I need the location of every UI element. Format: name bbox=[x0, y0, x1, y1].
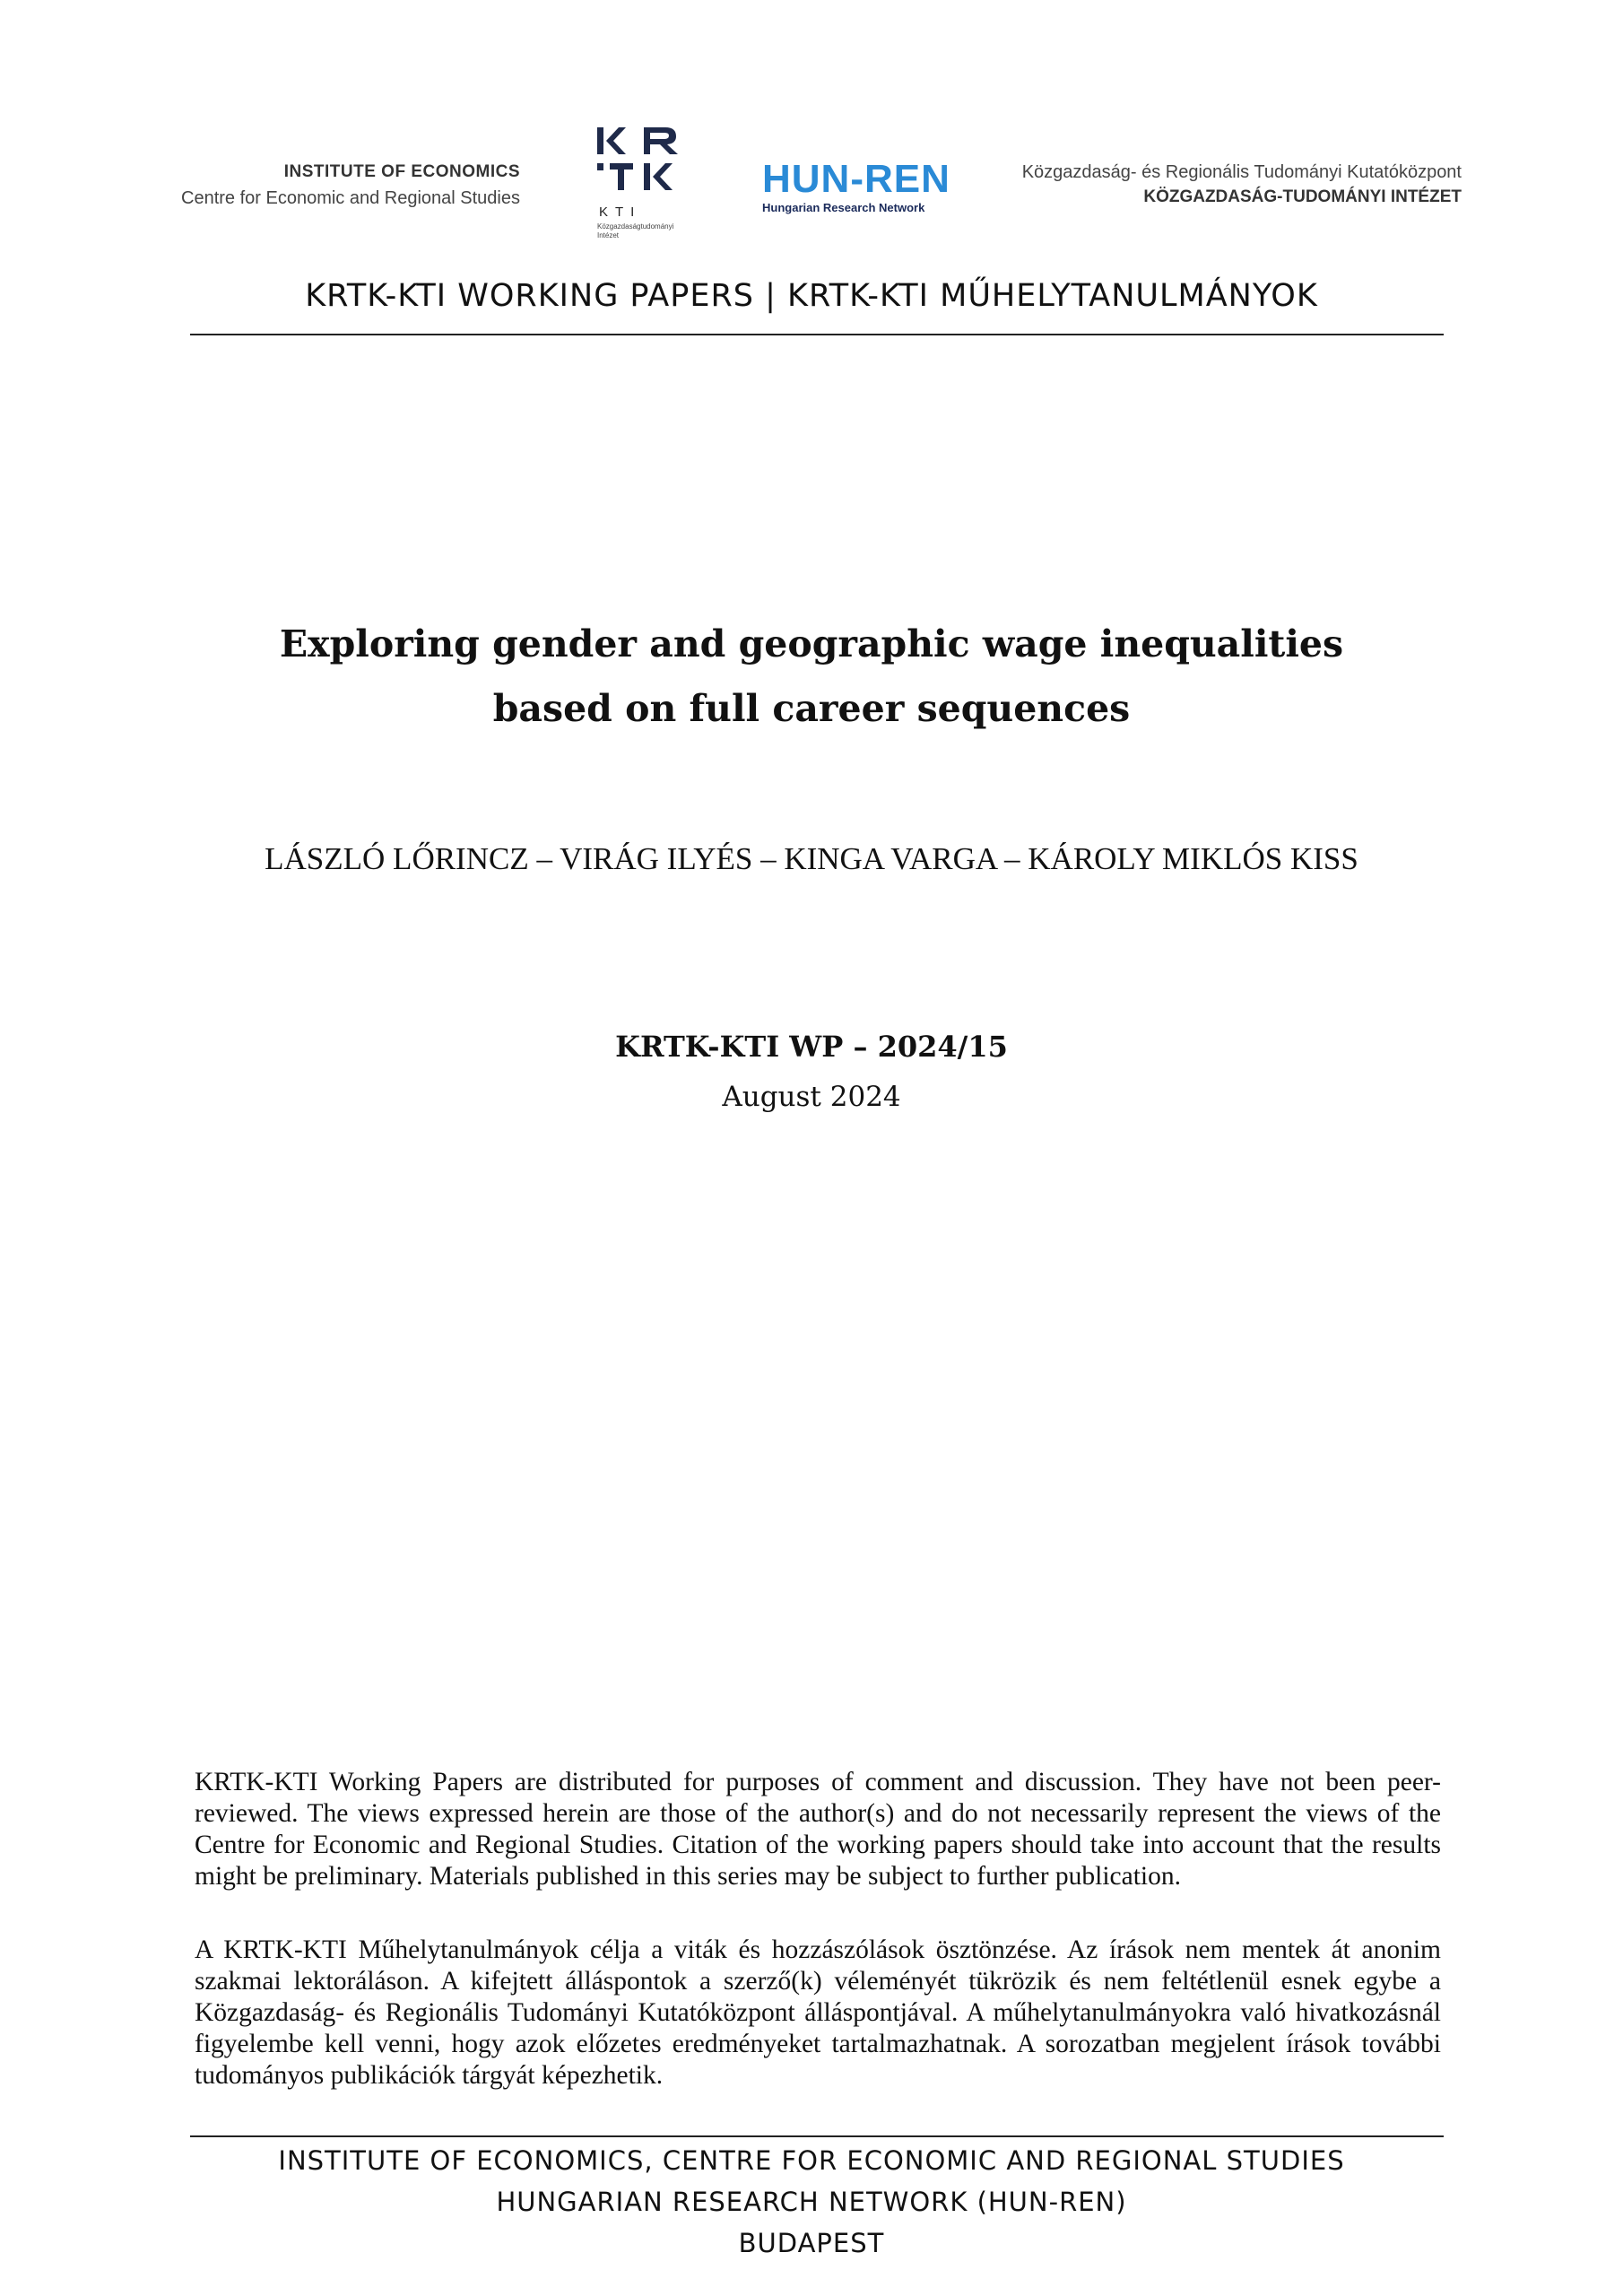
institute-logo-line1: INSTITUTE OF ECONOMICS bbox=[283, 162, 520, 181]
institute-of-economics-logo bbox=[179, 160, 520, 212]
disclaimer-english: KRTK-KTI Working Papers are distributed for purposes of comment and discussion. They have not been peer-reviewed. The views expressed herein are those of the author(s) and do not necessarily represent the views of the Centre for Economic and Regional Studies. Citation of the working papers should take into account that the results might be preliminary. Materials published in this series may be subject to further publication. bbox=[195, 1768, 1441, 1891]
krtk-hungarian-logo bbox=[1013, 160, 1462, 210]
paper-title-line2: based on full career sequences bbox=[492, 687, 1131, 730]
krtk-logo-caption: Közgazdaságtudományi Intézet bbox=[597, 222, 674, 239]
hun-ren-logo bbox=[762, 157, 950, 215]
krtk-logo-sub: KTI bbox=[599, 204, 642, 220]
footer-line2: HUNGARIAN RESEARCH NETWORK (HUN-REN) bbox=[496, 2187, 1127, 2217]
hunren-logo-name: HUN-REN bbox=[762, 157, 950, 201]
footer-line3: BUDAPEST bbox=[738, 2228, 885, 2258]
paper-title-line1: Exploring gender and geographic wage inequalities bbox=[279, 622, 1344, 665]
header-divider bbox=[190, 334, 1444, 335]
disclaimer-hungarian: A KRTK-KTI Műhelytanulmányok célja a viták és hozzászólások ösztönzése. Az írások nem mentek át anonim szakmai lektoráláson. A kifejtett álláspontok a szerző(k) véleményét tükrözik és nem feltétlenül esnek egybe a Közgazdaság- és Regionális Tudományi Kutatóközpont álláspontjával. A műhelytanulmányokra való hivatkozásnál figyelembe kell venni, hogy azok előzetes eredményeket tartalmazhatnak. A sorozatban megjelent írások további tudományos publikációk tárgyát képezhetik. bbox=[195, 1935, 1441, 2090]
krtk-monogram-icon bbox=[594, 126, 683, 201]
publication-date: August 2024 bbox=[722, 1081, 901, 1113]
authors: LÁSZLÓ LŐRINCZ – VIRÁG ILYÉS – KINGA VARGA – KÁROLY MIKLÓS KISS bbox=[265, 841, 1358, 876]
krtk-hu-logo-line1: Közgazdaság- és Regionális Tudományi Kutatóközpont bbox=[1021, 162, 1462, 182]
hunren-logo-sub: Hungarian Research Network bbox=[762, 201, 925, 214]
krtk-hu-logo-line2: KÖZGAZDASÁG-TUDOMÁNYI INTÉZET bbox=[1143, 187, 1462, 206]
series-header: KRTK-KTI WORKING PAPERS | KRTK-KTI MŰHELYTANULMÁNYOK bbox=[305, 278, 1318, 314]
krtk-kti-logo bbox=[594, 126, 692, 251]
institute-logo-line2: Centre for Economic and Regional Studies bbox=[181, 188, 520, 208]
paper-number: KRTK-KTI WP – 2024/15 bbox=[615, 1030, 1008, 1064]
footer-line1: INSTITUTE OF ECONOMICS, CENTRE FOR ECONOMIC AND REGIONAL STUDIES bbox=[278, 2145, 1345, 2176]
footer-divider bbox=[190, 2135, 1444, 2137]
